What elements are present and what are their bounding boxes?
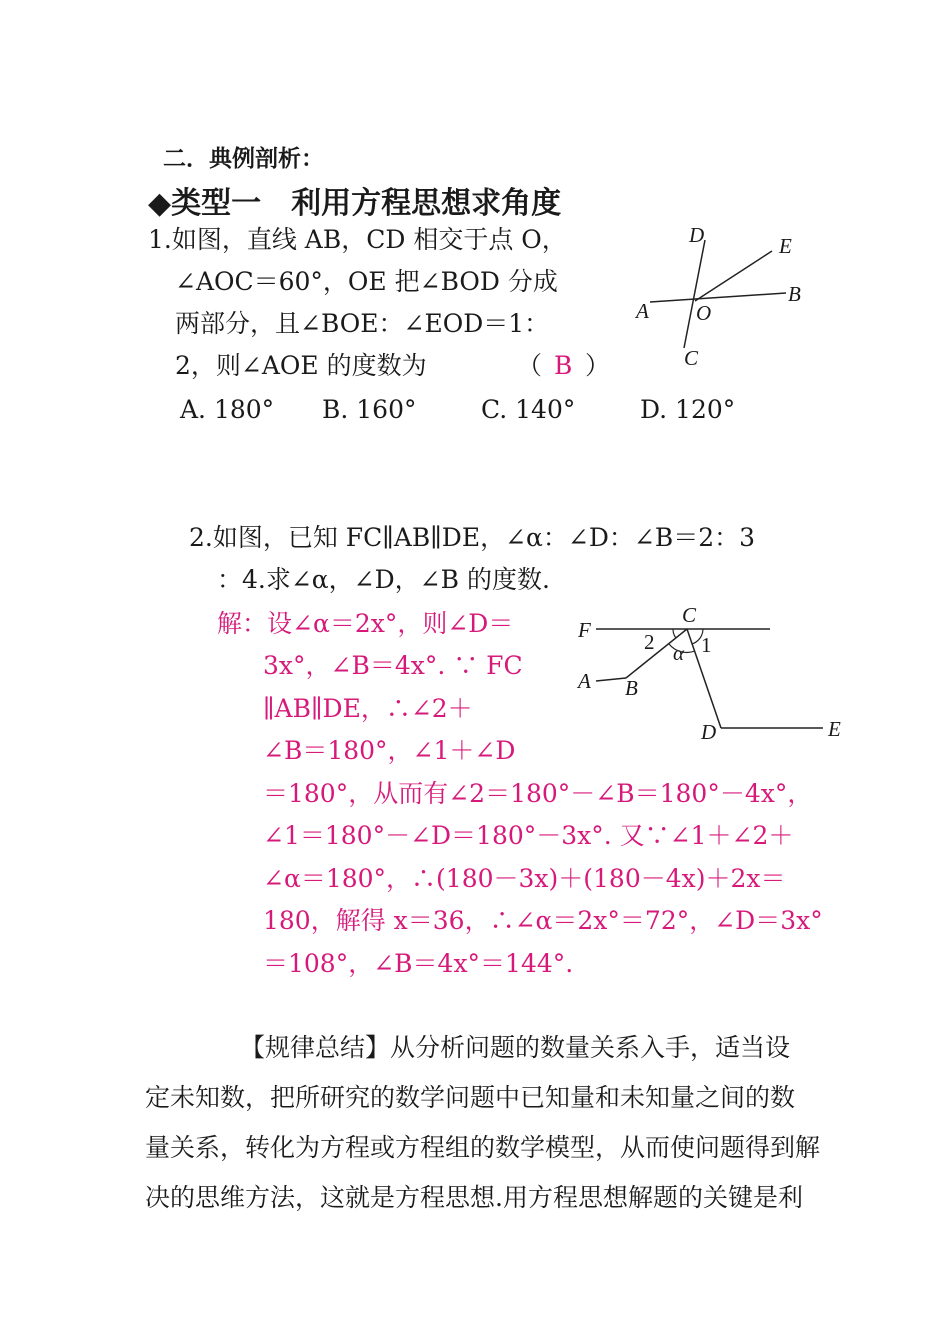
label-b: B xyxy=(788,282,801,306)
label-a: A xyxy=(636,299,649,323)
q2-solution-line-9: ＝108°，∠B＝4x°＝144°. xyxy=(263,949,574,978)
label-angle-2: 2 xyxy=(644,630,655,654)
q1-option-d: D. 120° xyxy=(640,395,736,424)
q1-option-b: B. 160° xyxy=(322,395,417,424)
label-angle-1: 1 xyxy=(701,633,712,657)
q2-solution-line-6: ∠1＝180°－∠D＝180°－3x°. 又∵∠1＋∠2＋ xyxy=(263,821,794,850)
q1-paren-close: ） xyxy=(585,351,611,380)
section-heading: 二．典例剖析： xyxy=(163,146,324,172)
q1-paren-open: （ xyxy=(517,351,543,380)
label-b: B xyxy=(625,676,638,700)
label-d: D xyxy=(689,223,705,247)
q2-solution-line-1: 解：设∠α＝2x°，则∠D＝ xyxy=(217,609,514,638)
q2-solution-line-5: ＝180°，从而有∠2＝180°－∠B＝180°－4x°， xyxy=(263,779,813,808)
q1-line-4: 2，则∠AOE 的度数为 xyxy=(175,351,427,380)
label-a: A xyxy=(578,669,591,693)
summary-line-4: 决的思维方法，这就是方程思想.用方程思想解题的关键是利 xyxy=(145,1183,803,1212)
line-cd xyxy=(684,240,705,348)
q1-answer: B xyxy=(554,351,573,380)
type-heading: ◆类型一 利用方程思想求角度 xyxy=(148,186,562,221)
q1-line-2: ∠AOC＝60°，OE 把∠BOD 分成 xyxy=(175,267,558,296)
label-e: E xyxy=(779,234,792,258)
label-d: D xyxy=(701,720,717,744)
q2-solution-line-2: 3x°，∠B＝4x°. ∵ FC xyxy=(263,651,523,680)
summary-line-2: 定未知数，把所研究的数学问题中已知量和未知量之间的数 xyxy=(145,1083,796,1112)
label-f: F xyxy=(578,618,591,642)
q2-line-2: ：4.求∠α，∠D，∠B 的度数. xyxy=(217,565,550,594)
q1-line-3: 两部分，且∠BOE：∠EOD＝1： xyxy=(175,309,550,338)
angle-2-arc xyxy=(673,629,676,638)
label-o: O xyxy=(696,301,712,325)
q1-line-1: 1.如图，直线 AB，CD 相交于点 O， xyxy=(148,225,567,254)
label-c: C xyxy=(684,346,699,370)
label-c: C xyxy=(682,603,697,627)
label-alpha: α xyxy=(673,641,685,665)
q2-solution-line-7: ∠α＝180°，∴(180－3x)＋(180－4x)＋2x＝ xyxy=(263,864,786,893)
ray-oe xyxy=(695,251,772,301)
summary-line-3: 量关系，转化为方程或方程组的数学模型，从而使问题得到解 xyxy=(145,1133,821,1162)
q2-solution-line-4: ∠B＝180°，∠1＋∠D xyxy=(263,736,516,765)
label-e: E xyxy=(828,717,841,741)
summary-line-1: 【规律总结】从分析问题的数量关系入手，适当设 xyxy=(240,1033,791,1062)
q2-figure xyxy=(570,600,850,750)
q2-line-1: 2.如图，已知 FC∥AB∥DE，∠α：∠D：∠B＝2：3 xyxy=(189,523,756,552)
line-ab xyxy=(596,678,626,681)
q2-solution-line-8: 180，解得 x＝36，∴∠α＝2x°＝72°，∠D＝3x° xyxy=(263,906,823,935)
line-ab xyxy=(650,293,786,302)
q1-option-c: C. 140° xyxy=(481,395,576,424)
q1-option-a: A. 180° xyxy=(180,395,275,424)
q1-figure xyxy=(620,215,820,380)
q2-solution-line-3: ∥AB∥DE，∴∠2＋ xyxy=(263,694,473,723)
